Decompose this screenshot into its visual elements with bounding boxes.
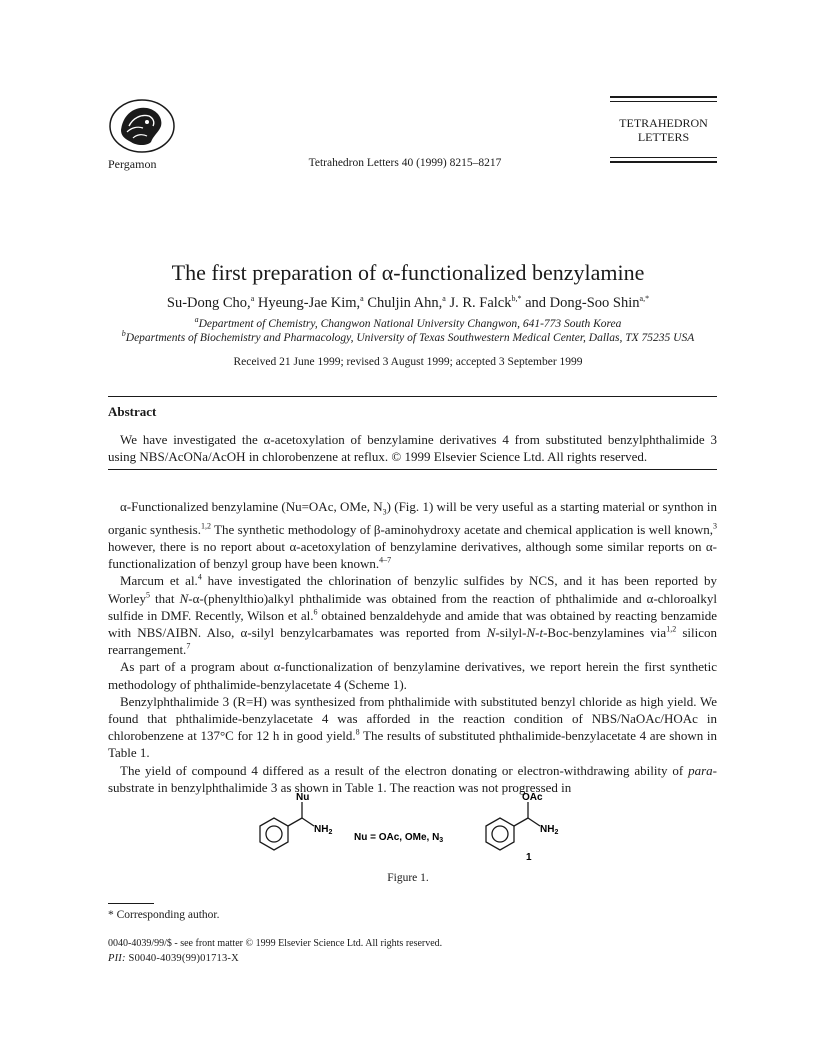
affiliation: $^a$Department of Chemistry, Changwon National University Changwon, 641-773 South Korea — [194, 315, 622, 330]
compound-number: 1 — [526, 852, 532, 862]
nh2-label: $NH_2$ — [314, 824, 333, 836]
journal-rule — [610, 96, 717, 98]
author: Su-Dong Cho, — [166, 295, 251, 311]
paragraph: Marcum et al.$^4$ have investigated the chlorination of benzylic sulfides by NCS, and it has been reported by Worley$^5$ that N-α-(phenylthio)alkyl phthalimide was obtained from the reaction of phthalimide and α-chloroalkyl sulfide in DMF. Recently, Wilson et al.$^6$ obtained benzaldehyde and amide that was obtained by reacting benzamide with NBS/AIBN. Also, α-silyl benzylcarbamates was reported from N-silyl-N-t-Boc-benzylamines via$^{1,2}$ silicon rearrangement.$^7$ — [108, 573, 717, 658]
abstract-heading: Abstract — [108, 404, 157, 419]
figure-1-structures — [250, 792, 590, 862]
paragraph: α-Functionalized benzylamine (Nu=OAc, OMe, $N_3$) (Fig. 1) will be very useful as a starting material or synthon in organic synthesis.$^{1,2}$ The synthetic methodology of β-aminohydroxy acetate and chemical application is well known,$^3$ however, there is no report about α-acetoxylation of benzylamine derivatives, although some similar reports on α-functionalization of benzyl group have been known.$^{4-7}$ — [108, 499, 718, 572]
author-list — [0, 295, 816, 312]
affiliation: $^b$Departments of Biochemistry and Pharmacology, University of Texas Southwestern Medical Center, Dallas, TX 75235 USA — [121, 329, 695, 344]
body-text — [108, 498, 717, 796]
author-mark: a — [360, 294, 364, 304]
author-mark: b,* — [511, 294, 522, 304]
abstract-rule-top — [108, 396, 717, 397]
journal-citation: Tetrahedron Letters 40 (1999) 8215–8217 — [308, 157, 502, 169]
author: Hyeung-Jae Kim, — [257, 295, 361, 311]
author-mark: a — [250, 294, 255, 304]
paragraph: As part of a program about α-functionalization of benzylamine derivatives, we report herein the first synthetic methodology of phthalimide-benzylacetate 4 (Scheme 1). — [108, 659, 717, 692]
author: Chuljin Ahn, — [367, 295, 443, 311]
compound-1-structure — [486, 802, 540, 850]
nu-label: Nu — [296, 792, 310, 803]
publisher-name: Pergamon — [108, 157, 157, 171]
journal-rule — [610, 161, 717, 163]
journal-name-line2: LETTERS — [637, 130, 690, 144]
pii-line: PII: S0040-4039(99)01713-X — [108, 953, 239, 964]
author-mark: a — [442, 294, 446, 304]
received-dates: Received 21 June 1999; revised 3 August 1999; accepted 3 September 1999 — [233, 356, 583, 368]
benzylamine-structure — [260, 802, 314, 850]
nucleophile-definition: Nu = OAc, OMe, $N_3$ — [354, 832, 444, 844]
journal-rule — [610, 157, 717, 158]
author: J. R. Falck — [449, 295, 512, 311]
nh2-label: $NH_2$ — [540, 824, 559, 836]
publisher-logo — [107, 96, 177, 156]
journal-name — [610, 116, 717, 144]
journal-name-line1: TETRAHEDRON — [619, 116, 708, 130]
author: and Dong-Soo Shin — [525, 295, 640, 311]
paragraph: The yield of compound 4 differed as a result of the electron donating or electron-withdrawing ability of para-substrate in benzylphthalimide 3 as shown in Table 1. The reaction was not progressed in — [108, 762, 717, 795]
author-mark: a,* — [639, 294, 650, 304]
oac-label: OAc — [522, 792, 543, 803]
article-title: The first preparation of α-functionalized benzylamine — [171, 260, 645, 285]
abstract-text: We have investigated the α-acetoxylation of benzylamine derivatives 4 from substituted benzylphthalimide 3 using NBS/AcONa/AcOH in chlorobenzene at reflux. © 1999 Elsevier Science Ltd. All rights reserved. — [108, 432, 717, 464]
abstract-rule-bottom — [108, 469, 717, 470]
paragraph: Benzylphthalimide 3 (R=H) was synthesized from phthalimide with substituted benzyl chloride as high yield. We found that phthalimide-benzylacetate 4 was afforded in the reaction condition of NBS/NaOAc/HOAc in chlorobenzene at 137°C for 12 h in good yield.$^8$ The results of substituted phthalimide-benzylacetate 4 are shown in Table 1. — [108, 693, 717, 761]
footnote-rule — [108, 903, 154, 904]
footnote: * Corresponding author. — [108, 909, 220, 921]
figure-caption: Figure 1. — [387, 872, 429, 884]
journal-rule — [610, 101, 717, 102]
copyright-line: 0040-4039/99/$ - see front matter © 1999 Elsevier Science Ltd. All rights reserved. — [108, 938, 443, 949]
